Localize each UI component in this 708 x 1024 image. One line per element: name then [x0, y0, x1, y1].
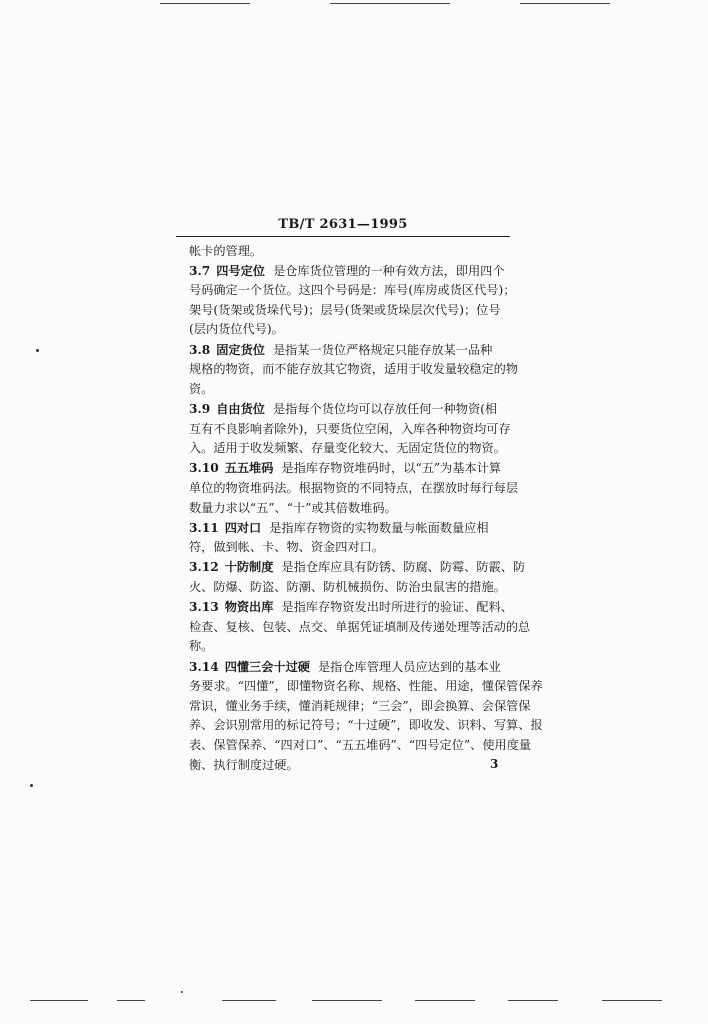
scan-speck	[30, 784, 33, 787]
clause-text: 是指仓库应具有防锈、防腐、防霉、防霰、防	[281, 560, 526, 575]
clause-term: 自由货位	[216, 401, 265, 416]
entry-3-11	[189, 519, 517, 558]
clause-text: 规格的物资，而不能存放其它物资，适用于收发量较稳定的物	[189, 362, 519, 377]
scan-edge-line	[222, 1000, 276, 1001]
header-rule	[176, 236, 510, 237]
clause-text: 符，做到帐、卡、物、资金四对口。	[189, 540, 384, 555]
scan-edge-line	[30, 1000, 88, 1001]
clause-text: 号码确定一个货位。这四个号码是：库号(库房或货区代号)；	[189, 283, 516, 298]
standard-code-header: TB/T 2631—1995	[278, 217, 408, 232]
clause-text: 入。适用于收发频繁、存量变化较大、无固定货位的物资。	[189, 441, 506, 456]
clause-text: 称。	[189, 639, 214, 654]
clause-number: 3.8	[189, 342, 211, 357]
clause-text: 单位的物资堆码法。根据物资的不同特点，在摆放时每行每层	[189, 480, 519, 495]
entry-3-14	[189, 658, 543, 776]
clause-number: 3.7	[189, 263, 211, 278]
clause-number: 3.11	[189, 520, 219, 535]
clause-text: 资。	[189, 381, 214, 396]
clause-text: 是指每个货位均可以存放任何一种物资(相	[272, 401, 498, 416]
clause-text: 是指某一货位严格规定只能存放某一品种	[272, 342, 493, 357]
scan-edge-line	[415, 1000, 475, 1001]
entry-3-13	[189, 598, 531, 657]
clause-text: (层内货位代号)。	[189, 322, 284, 337]
clause-text: 常识，懂业务手续，懂消耗规律；“三会”，即会换算、会保管保	[189, 698, 531, 713]
scan-edge-line	[160, 3, 250, 4]
scan-speck	[36, 349, 39, 352]
scan-edge-line	[117, 1000, 145, 1001]
clause-number: 3.10	[189, 461, 219, 476]
document-body	[189, 242, 543, 775]
entry-3-12	[189, 558, 526, 597]
clause-text: 是仓库货位管理的一种有效方法，即用四个	[272, 263, 505, 278]
clause-number: 3.13	[189, 600, 219, 615]
clause-text: 养、会识别常用的标记符号；“十过硬”，即收发、识料、写算、报	[189, 718, 543, 733]
clause-term: 四号定位	[216, 263, 265, 278]
scan-edge-line	[520, 3, 610, 4]
scan-edge-line	[312, 1000, 382, 1001]
scan-speck	[181, 991, 183, 993]
entry-3-9	[189, 400, 517, 459]
clause-text: 互有不良影响者除外)，只要货位空闲，入库各种物资均可存	[189, 421, 511, 436]
clause-number: 3.14	[189, 659, 219, 674]
clause-term: 五五堆码	[224, 461, 274, 476]
continuation-line: 帐卡的管理。	[189, 244, 263, 258]
entry-3-8	[189, 341, 517, 400]
clause-text: 表、保管保养、“四对口”、“五五堆码”、“四号定位”、使用度量	[189, 738, 532, 752]
clause-text: 架号(货架或货垛代号)；层号(货架或货垛层次代号)；位号	[189, 302, 501, 317]
clause-text: 是指库存物资堆码时，以“五”为基本计算	[281, 461, 502, 476]
page-number: 3	[490, 757, 499, 771]
clause-text: 是指库存物资的实物数量与帐面数量应相	[269, 520, 489, 535]
clause-number: 3.12	[189, 560, 219, 575]
clause-text: 是指库存物资发出时所进行的验证、配料、	[281, 600, 513, 615]
clause-text: 是指仓库管理人员应达到的基本业	[318, 659, 501, 674]
clause-text: 检查、复核、包装、点交、单据凭证填制及传递处理等活动的总	[189, 619, 531, 634]
entry-3-10	[189, 459, 517, 518]
clause-term: 四懂三会十过硬	[224, 659, 310, 674]
scan-edge-line	[508, 1000, 558, 1001]
clause-term: 物资出库	[224, 600, 274, 615]
clause-term: 四对口	[224, 520, 262, 535]
scan-edge-line	[602, 1000, 662, 1001]
entry-3-7	[189, 262, 517, 340]
clause-text: 数量力求以“五”、“十”或其倍数堆码。	[189, 500, 397, 515]
clause-text: 火、防爆、防盗、防潮、防机械损伤、防治虫鼠害的措施。	[189, 580, 506, 595]
clause-text: 衡、执行制度过硬。	[189, 757, 299, 772]
clause-term: 固定货位	[216, 342, 265, 357]
scan-edge-line	[330, 3, 450, 4]
clause-text: 务要求。“四懂”，即懂物资名称、规格、性能、用途，懂保管保养	[189, 679, 543, 694]
clause-number: 3.9	[189, 401, 211, 416]
clause-term: 十防制度	[224, 560, 274, 575]
